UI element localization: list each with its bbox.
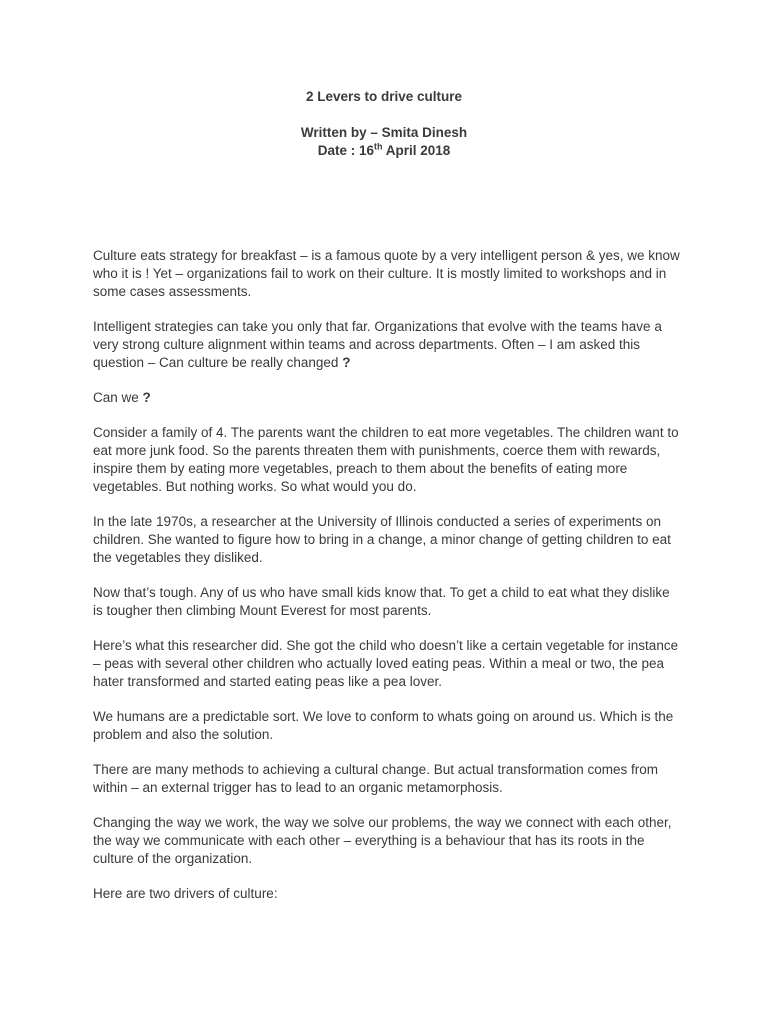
paragraph: We humans are a predictable sort. We love to conform to whats going on around us. Which is the problem and also the solution. — [93, 709, 674, 742]
document-body — [93, 247, 681, 920]
document-title: 2 Levers to drive culture — [305, 89, 463, 104]
question-mark: ? — [142, 390, 151, 405]
date-prefix: Date : 16 — [317, 143, 374, 158]
date-line — [0, 142, 768, 160]
paragraph: Now that’s tough. Any of us who have small kids know that. To get a child to eat what they dislike is tougher then climbing Mount Everest for most parents. — [93, 585, 670, 618]
date-superscript: th — [373, 141, 383, 152]
paragraph-text: Can we — [93, 390, 139, 405]
paragraph: In the late 1970s, a researcher at the University of Illinois conducted a series of experiments on children. She wanted to figure how to bring in a change, a minor change of getting children to eat the vegetables they disliked. — [93, 514, 671, 565]
paragraph: Culture eats strategy for breakfast – is a famous quote by a very intelligent person & yes, we know who it is ! Yet – organizations fail to work on their culture. It is mostly limited to workshops and in some cases assessments. — [93, 248, 680, 299]
question-mark: ? — [342, 355, 351, 370]
paragraph: Here’s what this researcher did. She got the child who doesn’t like a certain vegetable for instance – peas with several other children who actually loved eating peas. Within a meal or two, the pea hater transformed and started eating peas like a pea lover. — [93, 638, 679, 689]
paragraph — [93, 389, 681, 407]
paragraph — [93, 318, 681, 372]
paragraph: There are many methods to achieving a cultural change. But actual transformation comes from within – an external trigger has to lead to an organic metamorphosis. — [93, 762, 659, 795]
paragraph: Here are two drivers of culture: — [93, 886, 278, 901]
paragraph: Changing the way we work, the way we solve our problems, the way we connect with each other, the way we communicate with each other – everything is a behaviour that has its roots in the culture of the organization. — [93, 815, 672, 866]
date-suffix: April 2018 — [382, 143, 451, 158]
author-line: Written by – Smita Dinesh — [300, 125, 468, 140]
paragraph: Consider a family of 4. The parents want the children to eat more vegetables. The children want to eat more junk food. So the parents threaten them with punishments, coerce them with rewards, inspire them by eating more vegetables, preach to them about the benefits of eating more vegetables. But nothing works. So what would you do. — [93, 425, 679, 494]
paragraph-text: Intelligent strategies can take you only that far. Organizations that evolve with the teams have a very strong culture alignment within teams and across departments. Often – I am asked this question – Can culture be really changed — [93, 319, 662, 370]
